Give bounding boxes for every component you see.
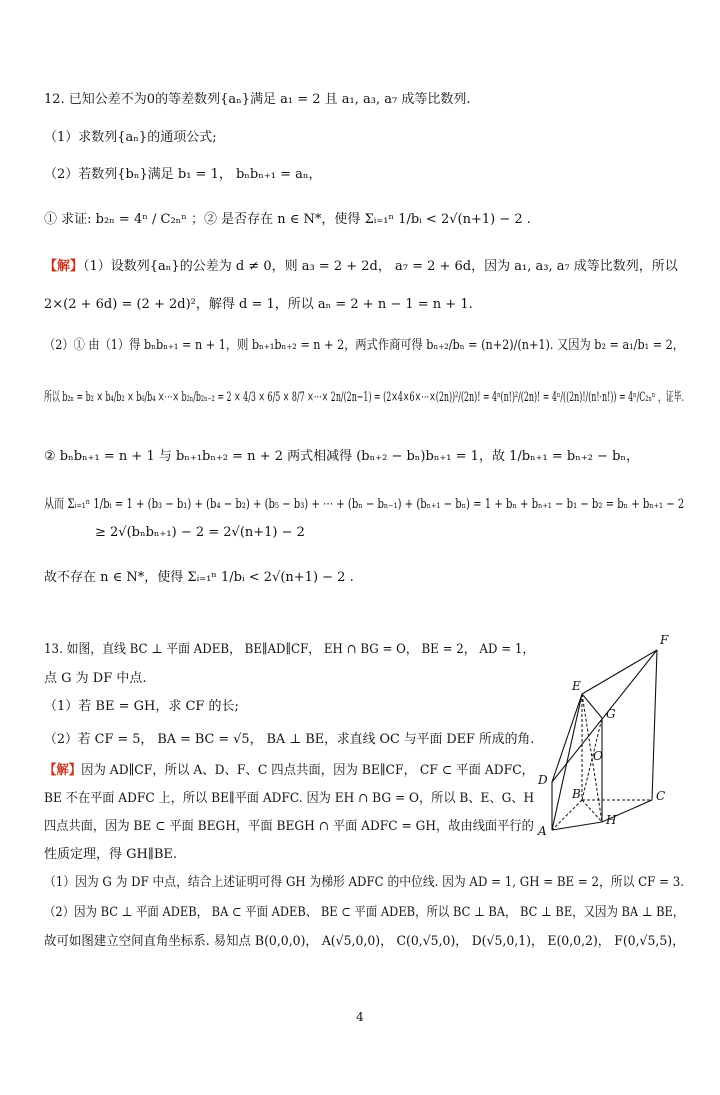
text-line-content: 四点共面，因为 BE ⊂ 平面 BEGH，平面 BEGH ∩ 平面 ADFC = GH，故由线面平行的 bbox=[44, 819, 534, 834]
figure-label-d: D bbox=[538, 773, 548, 787]
figure-label-h: H bbox=[606, 813, 617, 827]
text-line-content: 2×(2 + 6d) = (2 + 2d)²，解得 d = 1，所以 aₙ = 2 + n − 1 = n + 1. bbox=[44, 297, 473, 312]
text-line-p13-sol5 bbox=[44, 874, 684, 892]
text-line-p12-sol4 bbox=[44, 389, 684, 407]
text-line-p12-sol7 bbox=[95, 524, 305, 542]
text-line-content: 故不存在 n ∈ N*，使得 Σᵢ₌₁ⁿ 1/bᵢ < 2√(n+1) − 2 . bbox=[44, 570, 354, 585]
text-line-p13-title2 bbox=[44, 670, 147, 688]
text-line-p12-sol5 bbox=[44, 448, 639, 466]
figure-label-o: O bbox=[593, 749, 603, 763]
text-line-content: （1）因为 G 为 DF 中点，结合上述证明可得 GH 为梯形 ADFC 的中位线. 因为 AD = 1, GH = BE = 2，所以 CF = 3. bbox=[44, 875, 684, 890]
text-line-content: （1）设数列{aₙ}的公差为 d ≠ 0，则 a₃ = 2 + 2d， a₇ = 2 + 6d，因为 a₁, a₃, a₇ 成等比数列，所以 bbox=[83, 259, 678, 274]
text-line-p12-q1 bbox=[44, 129, 217, 147]
text-line-content: 性质定理，得 GH∥BE. bbox=[44, 847, 178, 862]
figure-label-g: G bbox=[606, 707, 616, 721]
text-line-content: 从而 Σᵢ₌₁ⁿ 1/bᵢ = 1 + (b₃ − b₁) + (b₄ − b₂) + (b₅ − b₃) + ⋯ + (bₙ − bₙ₋₁) + (bₙ₊₁ − bₙ) = 1 + bₙ + bₙ₊₁ − b₁ − b₂ = bₙ + bₙ₊₁ − 2 bbox=[44, 497, 685, 512]
text-line-p12-title bbox=[44, 91, 470, 109]
text-line-content: ② bₙbₙ₊₁ = n + 1 与 bₙ₊₁bₙ₊₂ = n + 2 两式相减得 (bₙ₊₂ − bₙ)bₙ₊₁ = 1，故 1/bₙ₊₁ = bₙ₊₂ − bₙ， bbox=[44, 449, 640, 464]
solution-marker: 【解】 bbox=[44, 259, 84, 274]
text-line-p12-sol3 bbox=[44, 337, 684, 355]
text-line-p12-q3 bbox=[44, 211, 531, 229]
figure-label-a: A bbox=[538, 824, 547, 838]
figure-label-c: C bbox=[656, 789, 666, 803]
text-line-p12-sol8 bbox=[44, 569, 354, 587]
text-line-content: 所以 b₂ₙ = b₂ × b₄/b₂ × b₆/b₄ ×⋯× b₂ₙ/b₂ₙ₋₂ = 2 × 4/3 × 6/5 × 8/7 ×⋯× 2n/(2n−1) = (2×4×6×⋯×(2n))²/(2n)! = 4ⁿ(n!)²/(2n)! = 4ⁿ/((2n)!/(n!·n!)) = 4ⁿ/C₂ₙⁿ ，证毕. bbox=[44, 390, 685, 405]
text-line-content: （2）因为 BC ⊥ 平面 ADEB， BA ⊂ 平面 ADEB、 BE ⊂ 平面 ADEB，所以 BC ⊥ BA， BC ⊥ BE，又因为 BA ⊥ BE， bbox=[44, 905, 685, 920]
text-line-content: （2）若 CF = 5， BA = BC = √5， BA ⊥ BE，求直线 OC 与平面 DEF 所成的角. bbox=[44, 732, 535, 747]
page-number: 4 bbox=[356, 1010, 364, 1024]
text-line-p13-sol2 bbox=[44, 790, 534, 808]
text-line-p12-sol2 bbox=[44, 296, 473, 314]
text-line-content: （2）若数列{bₙ}满足 b₁ = 1， bₙbₙ₊₁ = aₙ， bbox=[44, 167, 322, 182]
text-line-p13-sol4 bbox=[44, 846, 177, 864]
text-line-p13-q1 bbox=[44, 698, 239, 716]
text-line-content: 因为 AD∥CF，所以 A、D、F、C 四点共面，因为 BE∥CF， CF ⊂ 平面 ADFC， bbox=[81, 763, 535, 778]
text-line-content: （1）求数列{aₙ}的通项公式; bbox=[44, 130, 217, 145]
text-line-p13-q2 bbox=[44, 731, 534, 749]
figure-label-b: B bbox=[572, 787, 581, 801]
solution-marker: 【解】 bbox=[44, 763, 82, 778]
text-line-p13-sol3 bbox=[44, 818, 534, 836]
text-line-content: 点 G 为 DF 中点. bbox=[44, 671, 147, 686]
figure-label-f: F bbox=[660, 633, 669, 647]
text-line-content: 13. 如图，直线 BC ⊥ 平面 ADEB， BE∥AD∥CF， EH ∩ BG = O， BE = 2， AD = 1， bbox=[44, 642, 535, 657]
text-line-p12-sol6 bbox=[44, 496, 684, 514]
text-line-content: BE 不在平面 ADFC 上，所以 BE∥平面 ADFC. 因为 EH ∩ BG = O，所以 B、E、G、H bbox=[44, 791, 535, 806]
text-line-content: ≥ 2√(bₙbₙ₊₁) − 2 = 2√(n+1) − 2 bbox=[95, 525, 305, 540]
text-line-p13-sol1 bbox=[44, 762, 534, 780]
geometry-figure bbox=[530, 632, 680, 842]
figure-label-e: E bbox=[572, 679, 581, 693]
text-line-content: （2）① 由（1）得 bₙbₙ₊₁ = n + 1，则 bₙ₊₁bₙ₊₂ = n + 2，两式作商可得 bₙ₊₂/bₙ = (n+2)/(n+1). 又因为 b₂ = a₁/b₁ = 2， bbox=[44, 338, 685, 353]
text-line-content: （1）若 BE = GH，求 CF 的长; bbox=[44, 699, 239, 714]
text-line-p13-sol7 bbox=[44, 933, 685, 951]
text-line-content: 12. 已知公差不为0的等差数列{aₙ}满足 a₁ = 2 且 a₁, a₃, a₇ 成等比数列. bbox=[44, 92, 471, 107]
text-line-p12-q2 bbox=[44, 166, 321, 184]
text-line-p13-sol6 bbox=[44, 904, 684, 922]
text-line-content: ① 求证: b₂ₙ = 4ⁿ / C₂ₙⁿ ；② 是否存在 n ∈ N*，使得 Σᵢ₌₁ⁿ 1/bᵢ < 2√(n+1) − 2 . bbox=[44, 212, 531, 227]
text-line-p12-sol1 bbox=[44, 258, 678, 276]
text-line-content: 故可如图建立空间直角坐标系. 易知点 B(0,0,0)， A(√5,0,0)， C(0,√5,0)， D(√5,0,1)， E(0,0,2)， F(0,√5,5)， bbox=[44, 934, 685, 949]
text-line-p13-title bbox=[44, 641, 534, 659]
